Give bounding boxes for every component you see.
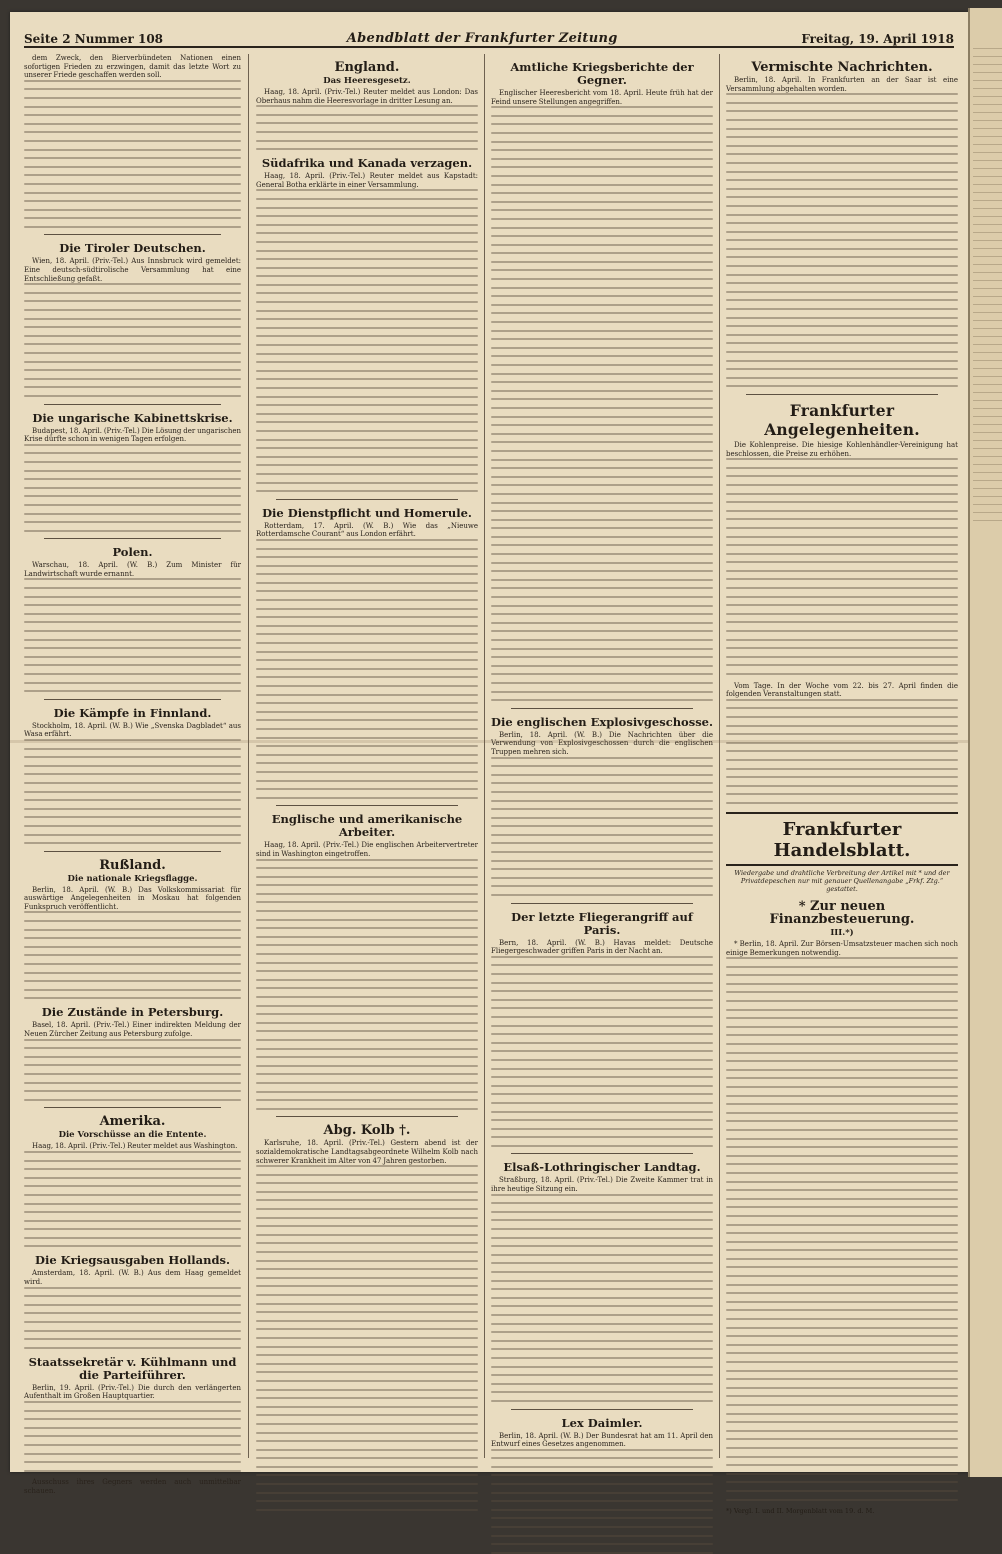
article-heading: Die Zustände in Petersburg.: [41, 1005, 224, 1020]
column-4: [726, 54, 958, 1516]
article-text: Haag, 18. April. (Priv.-Tel.) Reuter meldet aus Washington.: [32, 1142, 238, 1151]
section-title: Frankfurter Handelsblatt.: [726, 812, 958, 866]
newspaper-title: Abendblatt der Frankfurter Zeitung: [346, 31, 618, 46]
article-text: Haag, 18. April. (Priv.-Tel.) Die englischen Arbeitervertreter sind in Washington eingetroffen.: [256, 841, 478, 858]
article-subheading: III.*): [830, 927, 854, 938]
article-text: Berlin, 19. April. (Priv.-Tel.) Die durch den verlängerten Aufenthalt im Großen Hauptquartier.: [24, 1383, 241, 1401]
reprint-notice: Wiedergabe und drahtliche Verbreitung der Artikel mit * und der Privatdepeschen nur mit genauer Quellenangabe „Frkf. Ztg.“ gestattet.: [734, 868, 950, 893]
article-text: Stockholm, 18. April. (W. B.) Wie „Svenska Dagbladet“ aus Wasa erfährt.: [24, 721, 241, 739]
article-subheading: Das Heeresgesetz.: [323, 76, 411, 86]
article-text: Vom Tage. In der Woche vom 22. bis 27. April finden die folgenden Veranstaltungen statt.: [726, 681, 958, 699]
article-text: Budapest, 18. April. (Priv.-Tel.) Die Lösung der ungarischen Krise dürfte schon in wenigen Tagen erfolgen.: [24, 426, 241, 444]
article-text: Englischer Heeresbericht vom 18. April. Heute früh hat der Feind unsere Stellungen angegriffen.: [491, 89, 713, 106]
article-text: Haag, 18. April. (Priv.-Tel.) Reuter meldet aus Kapstadt: General Botha erklärte in einer Versammlung.: [256, 172, 478, 189]
article-heading: Südafrika und Kanada verzagen.: [261, 156, 473, 171]
article-text: Berlin, 18. April. (W. B.) Das Volkskommissariat für auswärtige Angelegenheiten in Moskau hat folgenden Funkspruch veröffentlicht.: [24, 885, 241, 911]
column-1: [24, 54, 241, 1495]
section-heading: Amerika.: [99, 1114, 166, 1130]
footnote: *) Vergl. I. und II. Morgenblatt vom 19. d. M.: [726, 1507, 875, 1516]
article-heading: Abg. Kolb †.: [323, 1123, 411, 1139]
adjacent-page-edge: [968, 8, 1002, 1477]
column-2: [256, 54, 478, 1460]
article-heading: Die Kämpfe in Finnland.: [53, 705, 212, 720]
paper-fold: [10, 740, 968, 743]
article-heading: Elsaß-Lothringischer Landtag.: [503, 1160, 701, 1175]
masthead: [24, 20, 954, 48]
newspaper-page: [10, 12, 968, 1516]
text-lines: [24, 80, 241, 228]
column-rule: [719, 54, 720, 1458]
article-heading: * Zur neuen Finanzbesteuerung.: [769, 898, 915, 927]
article-heading: Staatssekretär v. Kühlmann und die Parteiführer.: [28, 1354, 237, 1382]
article-text: Straßburg, 18. April. (Priv.-Tel.) Die Zweite Kammer trat in ihre heutige Sitzung ein.: [491, 1176, 713, 1194]
article-subheading: Die Vorschüsse an die Entente.: [58, 1130, 207, 1141]
section-heading: Vermischte Nachrichten.: [751, 60, 933, 75]
article-heading: Die englischen Explosivgeschosse.: [491, 714, 713, 729]
article-text: Berlin, 18. April. (W. B.) Der Bundesrat hat am 11. April den Entwurf eines Gesetzes angenommen.: [491, 1431, 713, 1449]
article-text: dem Zweck, den Bierverbündeten Nationen einen sofortigen Frieden zu erzwingen, damit das letzte Wort zu unserer Friede geschaffen werden soll.: [24, 54, 241, 80]
article-text: * Berlin, 18. April. Zur Börsen-Umsatzsteuer machen sich noch einige Bemerkungen notwendig.: [726, 939, 958, 957]
article-text: Rotterdam, 17. April. (W. B.) Wie das „Nieuwe Rotterdamsche Courant“ aus London erfährt.: [256, 521, 478, 539]
article-text: Die Kohlenpreise. Die hiesige Kohlenhändler-Vereinigung hat beschlossen, die Preise zu erhöhen.: [726, 440, 958, 458]
article-heading: Lex Daimler.: [561, 1415, 643, 1430]
article-text: Berlin, 18. April. (W. B.) Die Nachrichten über die Verwendung von Explosivgeschossen durch die englischen Truppen mehren sich.: [491, 730, 713, 756]
article-text: Warschau, 18. April. (W. B.) Zum Minister für Landwirtschaft wurde ernannt.: [24, 561, 241, 578]
article-heading: Die Kriegsausgaben Hollands.: [34, 1253, 231, 1268]
page-number: Seite 2 Nummer 108: [24, 32, 164, 46]
section-heading: Amtliche Kriegsberichte der Gegner.: [510, 60, 694, 87]
article-heading: Die Dienstpflicht und Homerule.: [262, 505, 472, 520]
article-text: Amsterdam, 18. April. (W. B.) Aus dem Haag gemeldet wird.: [24, 1269, 241, 1287]
article-text: Basel, 18. April. (Priv.-Tel.) Einer indirekten Meldung der Neuen Zürcher Zeitung aus Petersburg zufolge.: [24, 1021, 241, 1038]
article-text: Wien, 18. April. (Priv.-Tel.) Aus Innsbruck wird gemeldet: Eine deutsch-südtirolische Versammlung hat eine Entschließung gefaßt.: [24, 257, 241, 283]
article-subheading: Die nationale Kriegsflagge.: [67, 873, 198, 884]
article-heading: Die ungarische Kabinettskrise.: [32, 410, 233, 425]
article-heading: Die Tiroler Deutschen.: [59, 241, 206, 256]
article-text: Haag, 18. April. (Priv.-Tel.) Reuter meldet aus London: Das Oberhaus nahm die Heeresvorlage in dritter Lesung an.: [256, 88, 478, 105]
article-text: Ausschuss ihres Gegners werden auch unmittelbar schauen.: [24, 1478, 241, 1495]
column-rule: [248, 54, 249, 1458]
section-heading: England.: [334, 60, 400, 75]
section-heading: Rußland.: [99, 857, 166, 873]
article-text: Bern, 18. April. (W. B.) Havas meldet: Deutsche Fliegergeschwader griffen Paris in der Nacht an.: [491, 938, 713, 956]
column-3: [491, 54, 713, 1460]
article-text: Karlsruhe, 18. April. (Priv.-Tel.) Gestern abend ist der sozialdemokratische Landtagsabgeordnete Wilhelm Kolb nach schwerer Krankheit im Alter von 47 Jahren gestorben.: [256, 1139, 478, 1165]
article-heading: Polen.: [112, 545, 153, 560]
column-rule: [484, 54, 485, 1458]
article-text: Berlin, 18. April. In Frankfurten an der Saar ist eine Versammlung abgehalten worden.: [726, 76, 958, 93]
section-title: Frankfurter Angelegenheiten.: [764, 400, 920, 439]
article-heading: Englische und amerikanische Arbeiter.: [271, 812, 463, 840]
article-heading: Der letzte Fliegerangriff auf Paris.: [511, 909, 693, 937]
issue-date: Freitag, 19. April 1918: [801, 32, 954, 46]
